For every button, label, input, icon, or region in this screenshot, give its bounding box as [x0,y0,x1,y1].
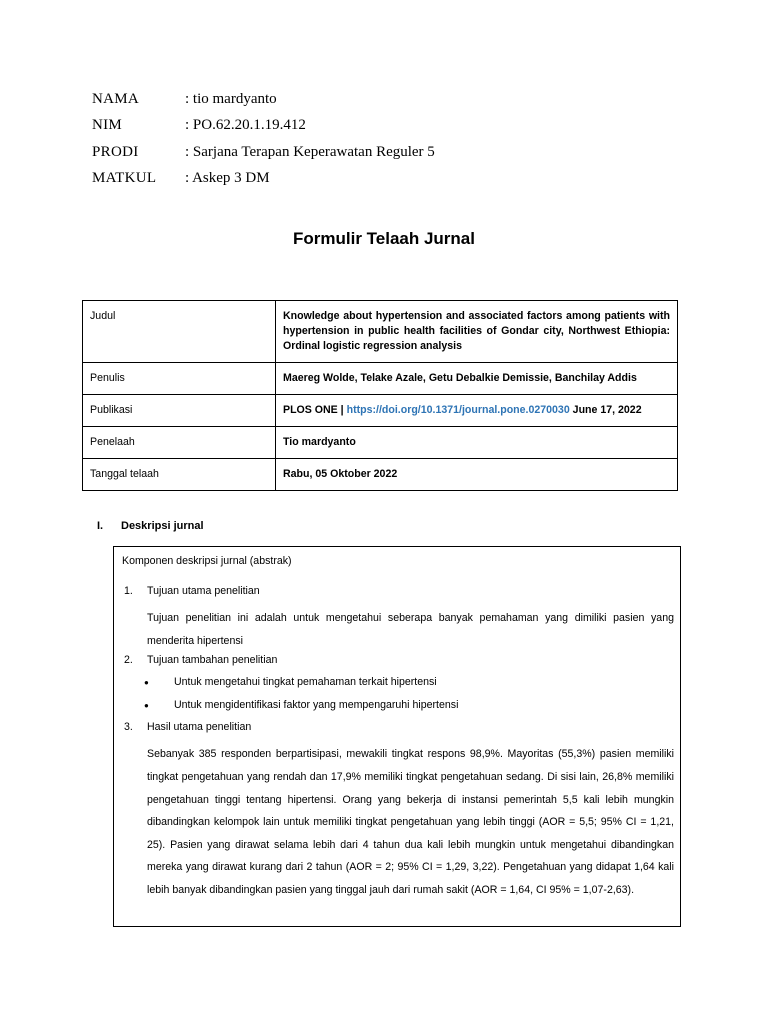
abstract-items [124,585,674,904]
student-identity [92,86,435,192]
item-title: Hasil utama penelitian [147,721,252,734]
bullet-item [144,676,674,699]
publication-date: June 17, 2022 [569,404,642,416]
identity-key: NIM [92,117,123,134]
bullet-icon: ● [144,700,149,710]
meta-label: Tanggal telaah [83,459,276,491]
item-number: 3. [124,721,133,734]
meta-label: Penelaah [83,427,276,459]
meta-label: Judul [83,301,276,363]
meta-row-publikasi [83,395,678,427]
journal-authors: Maereg Wolde, Telake Azale, Getu Debalkie Demissie, Banchilay Addis [276,363,678,395]
bullet-text: Untuk mengetahui tingkat pemahaman terkait hipertensi [174,676,437,689]
identity-value: : PO.62.20.1.19.412 [185,117,306,134]
section-heading [97,520,204,532]
review-date: Rabu, 05 Oktober 2022 [276,459,678,491]
meta-row-judul [83,301,678,363]
item-title: Tujuan tambahan penelitian [147,654,278,667]
abstract-description-box [113,546,681,927]
item-heading [124,654,674,676]
form-title: Formulir Telaah Jurnal [292,229,475,248]
identity-row-matkul [92,166,435,193]
item-body: Sebanyak 385 responden berpartisipasi, mewakili tingkat respons 98,9%. Mayoritas (55,3%) pasien memiliki tingkat pengetahuan yang rendah dan 17,9% memiliki tingkat pengetahuan sedang. Di sisi lain, 26,8% memiliki pengetahuan tinggi tentang hipertensi. Orang yang bekerja di instansi pemerintah 5,5 kali lebih mungkin dibandingkan kelompok lain untuk memiliki tingkat pengetahuan yang lebih tinggi (AOR = 5,5; 95% CI = 1,21, 25). Pasien yang dirawat selama lebih dari 4 tahun dua kali lebih mungkin untuk mengetahui dibandingkan mereka yang dirawat kurang dari 2 tahun (AOR = 2; 95% CI = 1,29, 3,22). Pengetahuan yang didapat 1,64 kali lebih banyak dibandingkan pasien yang tinggal jauh dari rumah sakit (AOR = 1,64, CI 95% = 1,07-2,63). [147,748,674,896]
identity-row-nama [92,86,435,113]
bullet-icon: ● [144,678,149,688]
identity-value: : Sarjana Terapan Keperawatan Reguler 5 [185,143,435,160]
item-number: 2. [124,654,133,667]
journal-title: Knowledge about hypertension and associated factors among patients with hypertension in public health facilities of Gondar city, Northwest Ethiopia: Ordinal logistic regression analysis [276,301,678,363]
identity-key: MATKUL [92,170,157,187]
meta-row-penulis [83,363,678,395]
item-heading [124,721,674,743]
identity-key: PRODI [92,143,139,160]
identity-value: : tio mardyanto [185,90,277,107]
item-body: Tujuan penelitian ini adalah untuk mengetahui seberapa banyak pemahaman yang dimiliki pasien yang menderita hipertensi [147,612,674,647]
identity-row-prodi [92,139,435,166]
identity-key: NAMA [92,90,140,107]
reviewer-name: Tio mardyanto [276,427,678,459]
journal-publication [276,395,678,427]
item-heading [124,585,674,607]
journal-meta-table [82,300,678,491]
section-title: Deskripsi jurnal [121,520,204,532]
meta-label: Penulis [83,363,276,395]
item-number: 1. [124,585,133,597]
section-number: I. [97,520,104,532]
box-title: Komponen deskripsi jurnal (abstrak) [122,555,292,567]
bullet-text: Untuk mengidentifikasi faktor yang mempengaruhi hipertensi [174,698,459,711]
publication-journal: PLOS ONE | [283,404,347,416]
bullet-item [144,699,674,722]
item-title: Tujuan utama penelitian [147,585,260,597]
doi-link[interactable]: https://doi.org/10.1371/journal.pone.0270030 [346,404,570,416]
identity-value: : Askep 3 DM [185,170,270,187]
meta-label: Publikasi [83,395,276,427]
meta-row-penelaah [83,427,678,459]
meta-row-tanggal [83,459,678,491]
identity-row-nim [92,113,435,140]
